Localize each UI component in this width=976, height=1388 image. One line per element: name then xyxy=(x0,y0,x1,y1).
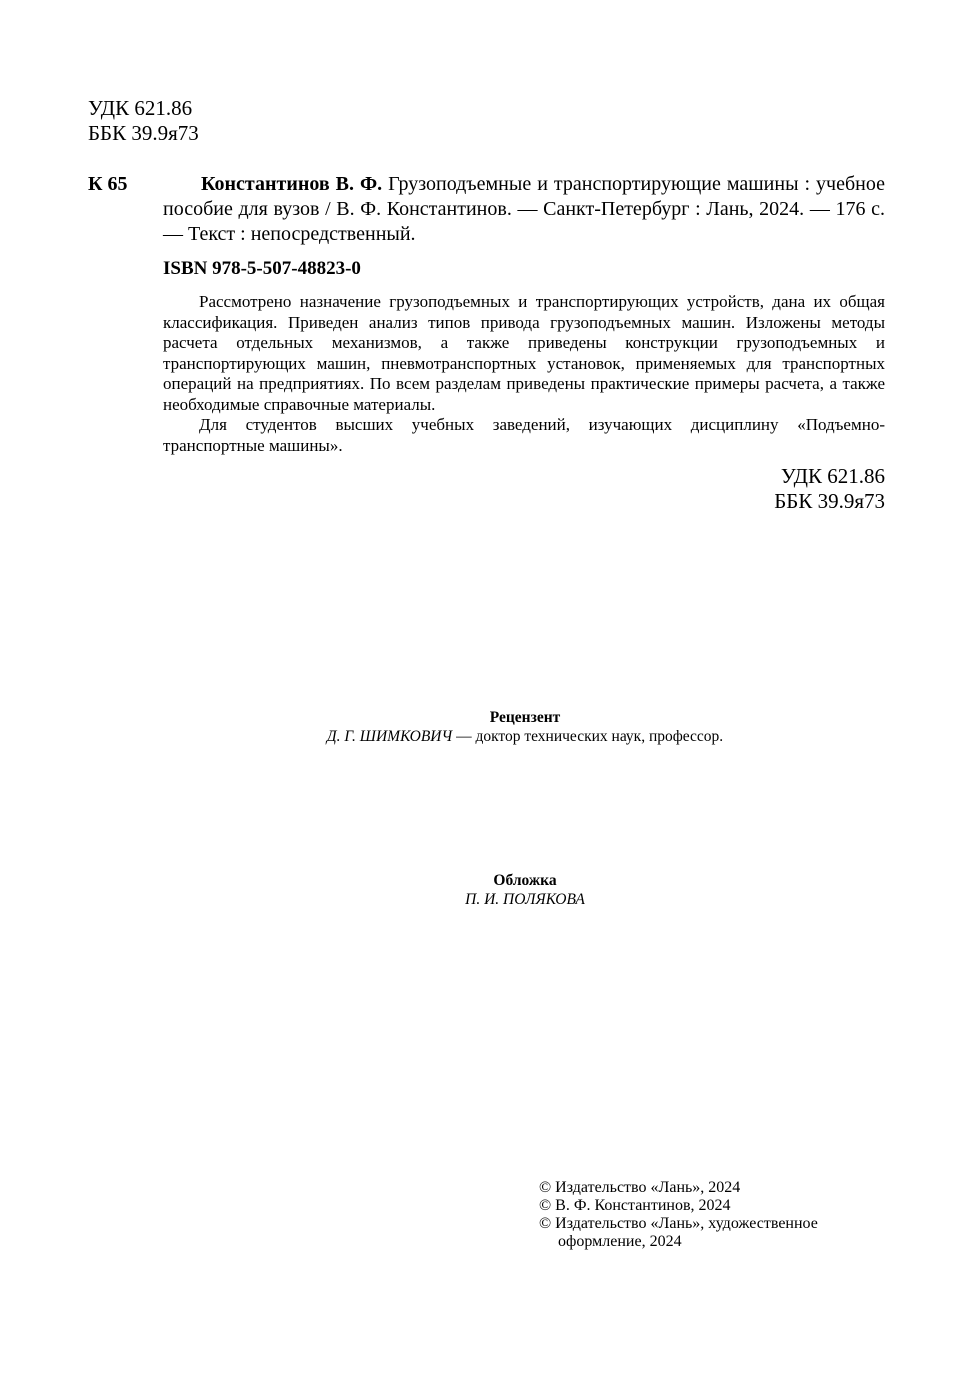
reviewer-block xyxy=(0,708,976,746)
bbk-code: ББК 39.9я73 xyxy=(774,489,885,513)
reviewer-role: — доктор технических наук, профессор. xyxy=(452,728,724,745)
cover-designer-name: П. И. ПОЛЯКОВА xyxy=(465,891,585,908)
udk-code: УДК 621.86 xyxy=(780,464,885,488)
copyright-line-continued: оформление, 2024 xyxy=(558,1233,682,1250)
cover-label: Обложка xyxy=(493,872,557,889)
copyright-line: © В. Ф. Константинов, 2024 xyxy=(539,1197,731,1214)
abstract xyxy=(163,292,885,456)
description-text: Грузоподъемные и транспортирующие машины : учебное пособие для вузов / В. Ф. Константинов. — Санкт-Петербург : Лань, 2024. — 176 с. — Текст : непосредственный. xyxy=(163,173,885,245)
bibliographic-description xyxy=(163,172,885,247)
reviewer-name: Д. Г. ШИМКОВИЧ xyxy=(326,728,453,745)
reviewer-line xyxy=(0,727,976,746)
author-mark: К 65 xyxy=(88,173,128,195)
udk-code: УДК 621.86 xyxy=(88,96,193,120)
abstract-paragraph: Рассмотрено назначение грузоподъемных и транспортирующих устройств, дана их общая классификация. Приведен анализ типов привода грузоподъемных машин. Изложены методы расчета отдельных механизмов, а также приведены конструкции грузоподъемных и транспортирующих машин, пневмотранспортных установок, применяемых для транспортных операций на предприятиях. По всем разделам приведены практические примеры расчета, а также необходимые справочные материалы. xyxy=(163,292,885,414)
classification-codes-top xyxy=(88,96,199,146)
audience-paragraph: Для студентов высших учебных заведений, изучающих дисциплину «Подъемно-транспортные машины». xyxy=(163,415,885,455)
isbn: ISBN 978-5-507-48823-0 xyxy=(163,258,361,279)
reviewer-label: Рецензент xyxy=(489,709,561,726)
classification-codes-bottom xyxy=(774,464,885,514)
copyright-block xyxy=(539,1179,818,1251)
author-name: Константинов В. Ф. xyxy=(201,173,383,195)
cover-block xyxy=(0,871,976,909)
copyright-line: © Издательство «Лань», художественное xyxy=(539,1215,818,1232)
copyright-line: © Издательство «Лань», 2024 xyxy=(539,1179,741,1196)
bbk-code: ББК 39.9я73 xyxy=(88,121,199,145)
